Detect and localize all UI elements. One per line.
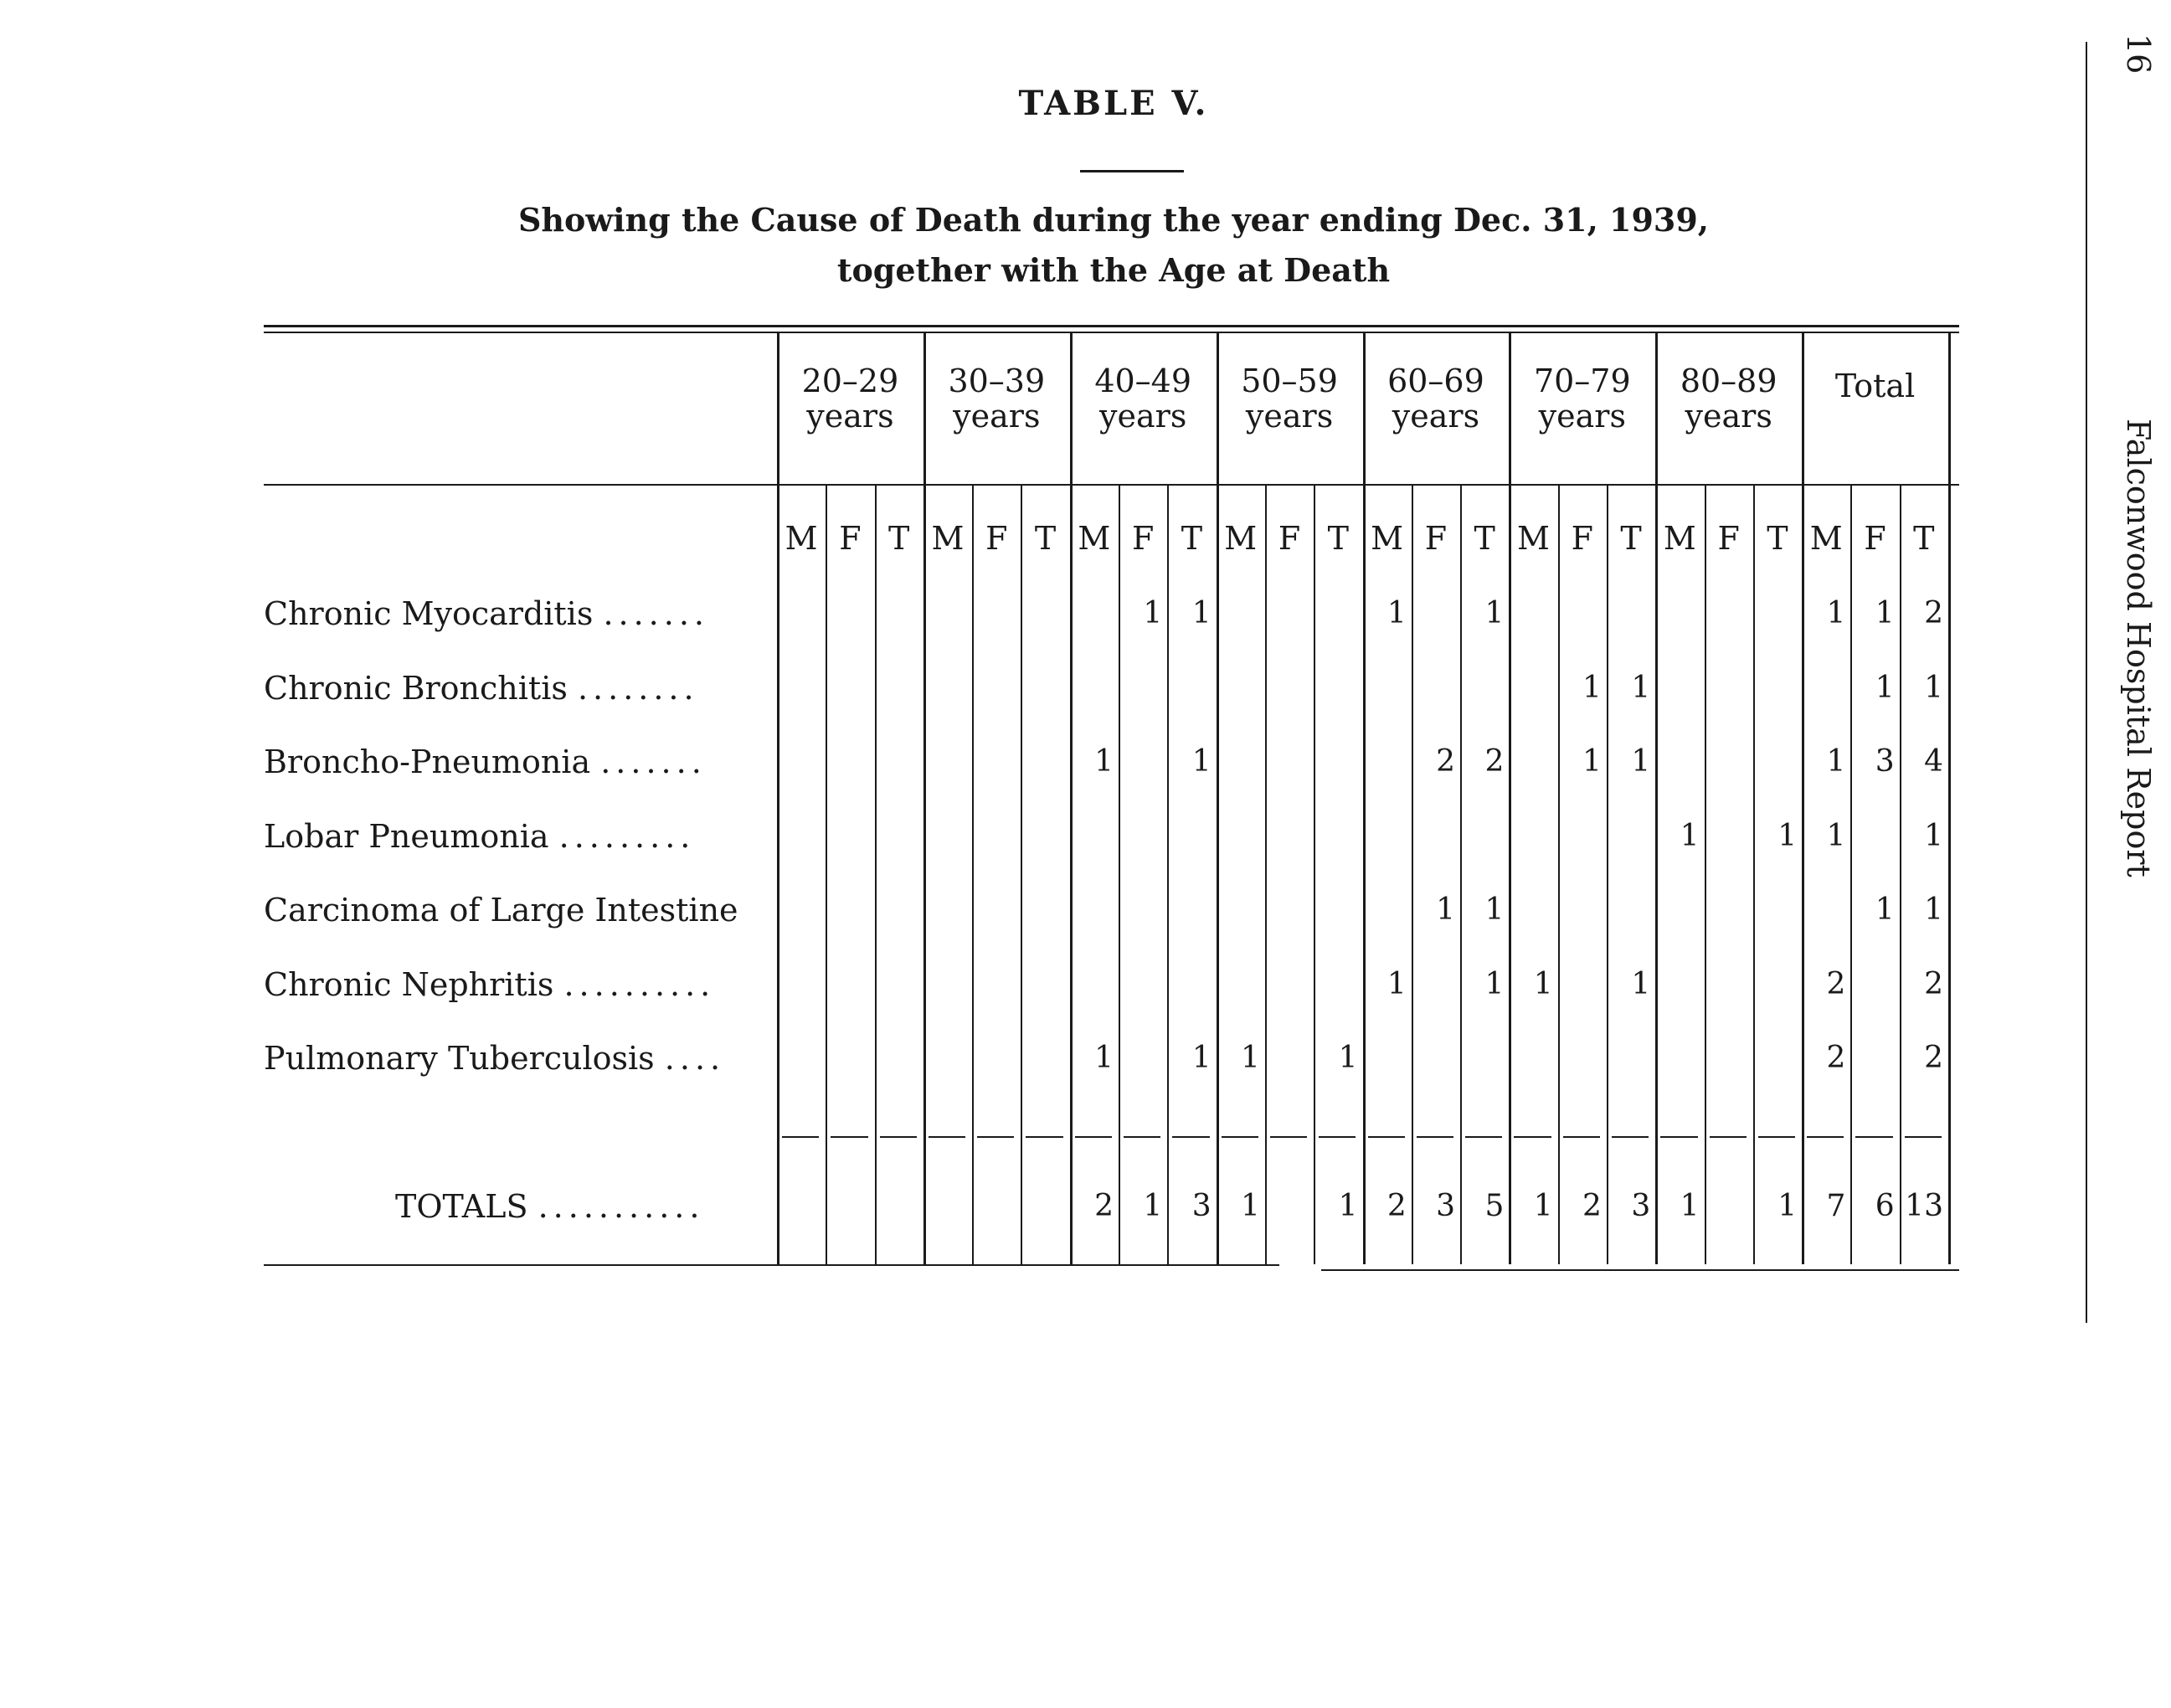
sex-subheader: T [888,520,910,557]
table-cell: 1 [1777,818,1798,853]
table-cell: 1 [1924,893,1943,927]
totals-separator-dash [1710,1136,1747,1138]
totals-separator-dash [977,1136,1014,1138]
totals-separator-dash [1905,1136,1942,1138]
totals-cell: 1 [1241,1189,1260,1223]
totals-separator-dash [1124,1136,1160,1138]
table-bottom-rule-left [264,1264,1279,1266]
table-cell: 4 [1924,744,1943,779]
table-cell: 3 [1875,744,1895,779]
totals-separator-dash [1612,1136,1649,1138]
sex-subheader: F [1571,520,1593,557]
group-boundary-line [923,332,926,1264]
table-bottom-rule-right [1321,1269,1959,1271]
leader-dots: .... [664,1040,726,1077]
totals-cell: 2 [1582,1189,1602,1223]
cause-name: Lobar Pneumonia [264,817,549,855]
sex-subheader: F [1717,520,1740,557]
column-line [875,484,877,1264]
table-cell: 1 [1533,966,1553,1001]
totals-separator-dash [1758,1136,1795,1138]
totals-label [395,1187,777,1226]
sex-subheader: M [931,520,965,557]
table-cell: 1 [1582,744,1602,779]
row-label [264,891,777,929]
totals-separator-dash [1222,1136,1258,1138]
sex-subheader: F [1131,520,1155,557]
table-cell: 1 [1875,893,1895,927]
table-cell: 1 [1631,744,1651,779]
totals-cell: 2 [1094,1189,1114,1223]
table-cell: 1 [1386,966,1407,1001]
column-line [1021,484,1022,1264]
leader-dots: ........... [538,1188,705,1225]
table-cell: 1 [1436,893,1456,927]
table-cell: 2 [1826,1041,1846,1075]
totals-separator-dash [1855,1136,1892,1138]
totals-separator-dash [1807,1136,1844,1138]
totals-cell: 1 [1680,1189,1700,1223]
totals-cell: 6 [1875,1189,1895,1223]
table-cell: 1 [1143,596,1163,630]
group-boundary-line [1802,332,1804,1264]
row-label [264,1039,777,1078]
totals-separator-dash [880,1136,917,1138]
sex-subheader: F [1424,520,1448,557]
running-header: Falconwood Hospital Report [2120,419,2157,877]
table-subtitle-line2: together with the Age at Death [836,251,1391,289]
column-line [1607,484,1608,1264]
totals-separator-dash [1514,1136,1551,1138]
totals-cell: 1 [1777,1189,1798,1223]
totals-cell: 3 [1436,1189,1456,1223]
leader-dots: ....... [600,743,707,780]
age-group-header: 30–39 [948,363,1046,399]
sex-subheader: T [1913,520,1935,557]
group-boundary-line [777,332,779,1264]
totals-separator-dash [782,1136,819,1138]
totals-cell: 1 [1143,1189,1163,1223]
sex-subheader: M [1371,520,1404,557]
table-cell: 1 [1484,966,1505,1001]
sex-subheader: M [1224,520,1258,557]
table-cell: 1 [1191,596,1212,630]
table-top-rule-inner [264,332,1959,333]
cause-name: Chronic Nephritis [264,965,554,1003]
table-cell: 1 [1924,818,1943,853]
age-group-unit: years [1099,398,1187,435]
table-cell: 1 [1484,596,1505,630]
age-group-header: 60–69 [1387,363,1484,399]
row-label [264,817,777,856]
age-group-header: 20–29 [801,363,899,399]
sex-subheader: F [1278,520,1301,557]
column-line [1753,484,1755,1264]
totals-cell: 5 [1484,1189,1505,1223]
totals-cell: 3 [1191,1189,1212,1223]
column-line [1558,484,1560,1264]
table-cell: 1 [1826,818,1846,853]
totals-separator-dash [1075,1136,1112,1138]
table-cell: 1 [1094,744,1114,779]
table-cell: 2 [1924,1041,1943,1075]
leader-dots: ....... [603,595,709,632]
totals-separator-dash [1270,1136,1307,1138]
table-cell: 1 [1386,596,1407,630]
totals-separator-dash [1026,1136,1062,1138]
table-cell: 1 [1094,1041,1114,1075]
group-boundary-line [1070,332,1073,1264]
column-line [826,484,827,1264]
row-label [264,965,777,1004]
table-cell: 1 [1875,596,1895,630]
totals-cell: 2 [1386,1189,1407,1223]
column-line [1314,484,1315,1264]
table-cell: 1 [1924,670,1943,705]
table-cell: 2 [1484,744,1505,779]
table-cell: 2 [1436,744,1456,779]
age-group-header: 80–89 [1680,363,1777,399]
leader-dots: ......... [558,817,696,855]
table-cell: 1 [1191,744,1212,779]
table-cell: 1 [1191,1041,1212,1075]
row-label [264,669,777,707]
table-cell: 1 [1582,670,1602,705]
age-group-unit: years [1685,398,1772,435]
table-title: TABLE V. [1018,84,1209,123]
table-cell: 1 [1338,1041,1358,1075]
age-group-unit: years [1245,398,1334,435]
table-cell: 1 [1484,893,1505,927]
table-cell: 2 [1924,966,1943,1001]
cause-name: Pulmonary Tuberculosis [264,1040,655,1077]
table-cell: 1 [1826,596,1846,630]
row-label [264,743,777,781]
totals-separator-dash [1660,1136,1697,1138]
cause-name: Chronic Myocarditis [264,595,594,632]
totals-separator-dash [1368,1136,1405,1138]
table-cell: 1 [1241,1041,1260,1075]
totals-text: TOTALS [395,1188,528,1225]
leader-dots: ........ [577,669,699,707]
column-line [1705,484,1706,1264]
sex-subheader: T [1767,520,1788,557]
group-boundary-line [1655,332,1658,1264]
group-boundary-line [1948,332,1951,1264]
totals-separator-dash [1465,1136,1502,1138]
total-header: Total [1834,368,1916,404]
age-group-header: 50–59 [1241,363,1338,399]
cause-name: Chronic Bronchitis [264,669,568,707]
totals-cell: 1 [1533,1189,1553,1223]
age-group-header: 40–49 [1094,363,1192,399]
totals-separator-dash [1319,1136,1356,1138]
sex-subheader: T [1327,520,1350,557]
sex-subheader: F [1864,520,1886,557]
table-cell: 1 [1826,744,1846,779]
age-group-unit: years [1538,398,1626,435]
group-boundary-line [1217,332,1219,1264]
column-line [1265,484,1267,1264]
sex-subheader: F [985,520,1008,557]
table-cell: 1 [1680,818,1700,853]
age-group-unit: years [1392,398,1480,435]
table-cell: 2 [1826,966,1846,1001]
column-line [1412,484,1413,1264]
cause-name: Broncho-Pneumonia [264,743,591,780]
totals-separator-dash [929,1136,965,1138]
table-cell: 1 [1875,670,1895,705]
sex-subheader: T [1034,520,1057,557]
sex-subheader: T [1620,520,1642,557]
totals-cell: 3 [1631,1189,1651,1223]
row-label [264,594,777,633]
table-cell: 2 [1924,596,1943,630]
sex-subheader: T [1181,520,1203,557]
group-boundary-line [1509,332,1511,1264]
totals-cell: 13 [1905,1189,1943,1223]
sex-subheader: M [1078,520,1111,557]
sex-subheader: M [1517,520,1550,557]
group-boundary-line [1363,332,1366,1264]
leader-dots: .......... [563,965,716,1003]
totals-separator-dash [1172,1136,1209,1138]
table-top-rule [264,325,1959,327]
age-group-unit: years [953,398,1041,435]
totals-separator-dash [1563,1136,1600,1138]
sex-subheader: T [1474,520,1495,557]
age-group-unit: years [806,398,894,435]
table-cell: 1 [1631,670,1651,705]
column-line [972,484,974,1264]
cause-name: Carcinoma of Large Intestine [264,892,738,929]
table-cell: 1 [1631,966,1651,1001]
page-number: 16 [2120,33,2157,75]
totals-separator-dash [831,1136,867,1138]
sex-subheader: F [839,520,862,557]
totals-cell: 1 [1338,1189,1358,1223]
sex-subheader: M [1809,520,1843,557]
sex-subheader: M [785,520,818,557]
sex-subheader: M [1663,520,1696,557]
age-group-header: 70–79 [1533,363,1631,399]
totals-cell: 7 [1826,1189,1846,1223]
table-subtitle-line1: Showing the Cause of Death during the year ending Dec. 31, 1939, [517,201,1710,239]
totals-separator-dash [1417,1136,1453,1138]
